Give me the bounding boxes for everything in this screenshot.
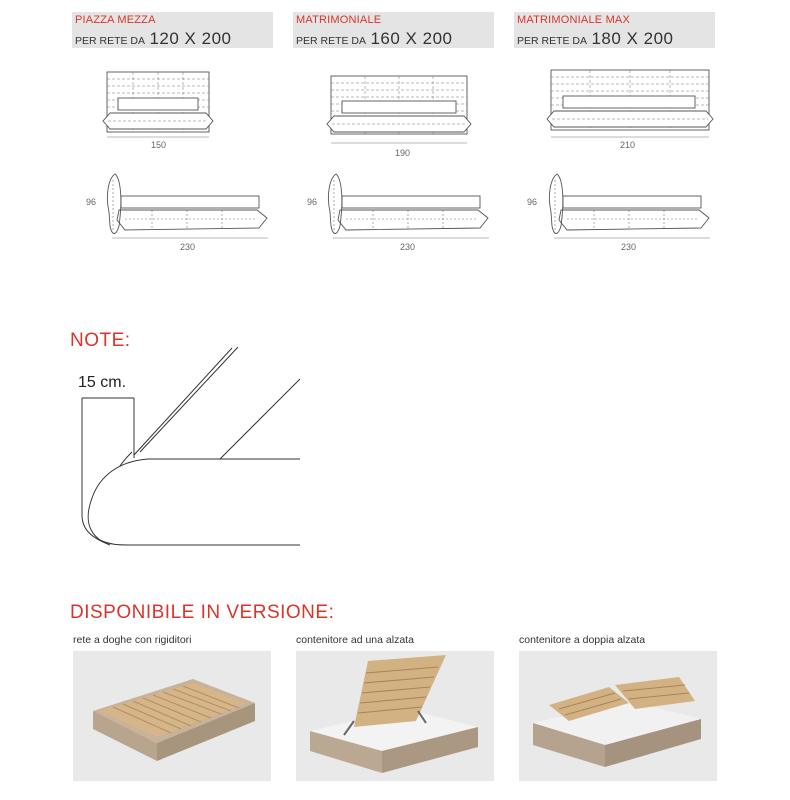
model-name: PIAZZA MEZZA [75, 14, 156, 26]
side-length-label: 230 [400, 242, 416, 252]
top-view-drawing [103, 72, 213, 137]
side-height-label: 96 [86, 197, 97, 207]
model-name: MATRIMONIALE MAX [517, 14, 631, 26]
model-size: PER RETE DA 120 X 200 [75, 29, 232, 48]
version-photo-double-lift [519, 651, 717, 781]
side-length-label: 230 [180, 242, 196, 252]
side-height-label: 96 [307, 197, 318, 207]
side-length-label: 230 [621, 242, 637, 252]
side-view-drawing [328, 174, 488, 234]
version-caption: rete a doghe con rigiditori [73, 634, 192, 646]
model-name: MATRIMONIALE [296, 14, 382, 26]
version-photo-single-lift [296, 651, 494, 781]
top-view-drawing [547, 70, 713, 137]
top-width-label: 210 [620, 140, 636, 150]
version-photo-slatted-base [73, 651, 271, 781]
note-measure-label: 15 cm. [78, 374, 127, 391]
top-width-label: 150 [151, 140, 167, 150]
model-size: PER RETE DA 160 X 200 [296, 29, 453, 48]
top-width-label: 190 [395, 148, 411, 158]
version-caption: contenitore ad una alzata [296, 634, 414, 646]
side-height-label: 96 [527, 197, 538, 207]
version-caption: contenitore a doppia alzata [519, 634, 646, 646]
versions-title: DISPONIBILE IN VERSIONE: [70, 602, 335, 623]
top-view-drawing [327, 76, 471, 143]
side-view-drawing [107, 174, 267, 234]
model-size: PER RETE DA 180 X 200 [517, 29, 674, 48]
note-title: NOTE: [70, 330, 131, 351]
side-view-drawing [549, 174, 709, 234]
